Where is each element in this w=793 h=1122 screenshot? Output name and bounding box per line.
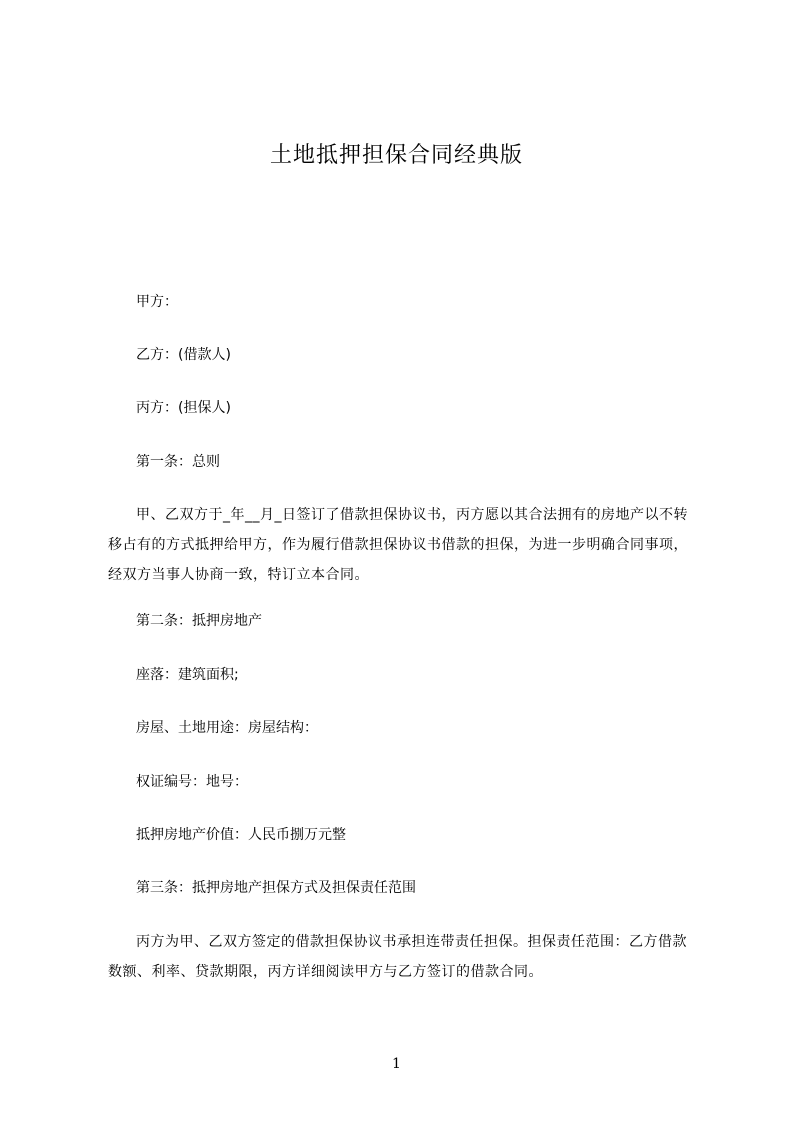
article2-heading: 第二条：抵押房地产 — [136, 613, 262, 629]
location-area-line: 座落：建筑面积; — [136, 667, 239, 683]
document-title: 土地抵押担保合同经典版 — [269, 143, 523, 168]
property-value-line: 抵押房地产价值：人民币捌万元整 — [136, 827, 346, 843]
article3-body: 丙方为甲、乙双方签定的借款担保协议书承担连带责任担保。担保责任范围：乙方借款数额、利率、贷款期限，丙方详细阅读甲方与乙方签订的借款合同。 — [108, 934, 687, 980]
party-a-line: 甲方： — [136, 294, 178, 310]
article1-body: 甲、乙双方于_年__月_日签订了借款担保协议书，丙方愿以其合法拥有的房地产以不转移占有的方式抵押给甲方，作为履行借款担保协议书借款的担保，为进一步明确合同事项，经双方当事人协商一致，特订立本合同。 — [108, 507, 688, 583]
page-number: 1 — [392, 1056, 401, 1072]
usage-structure-line: 房屋、土地用途：房屋结构： — [136, 720, 318, 736]
certificate-lot-line: 权证编号：地号： — [136, 774, 248, 790]
party-c-line: 丙方：(担保人) — [136, 400, 231, 416]
article3-heading: 第三条：抵押房地产担保方式及担保责任范围 — [136, 880, 416, 896]
article1-heading: 第一条：总则 — [136, 454, 220, 470]
party-b-line: 乙方：(借款人) — [136, 347, 231, 363]
